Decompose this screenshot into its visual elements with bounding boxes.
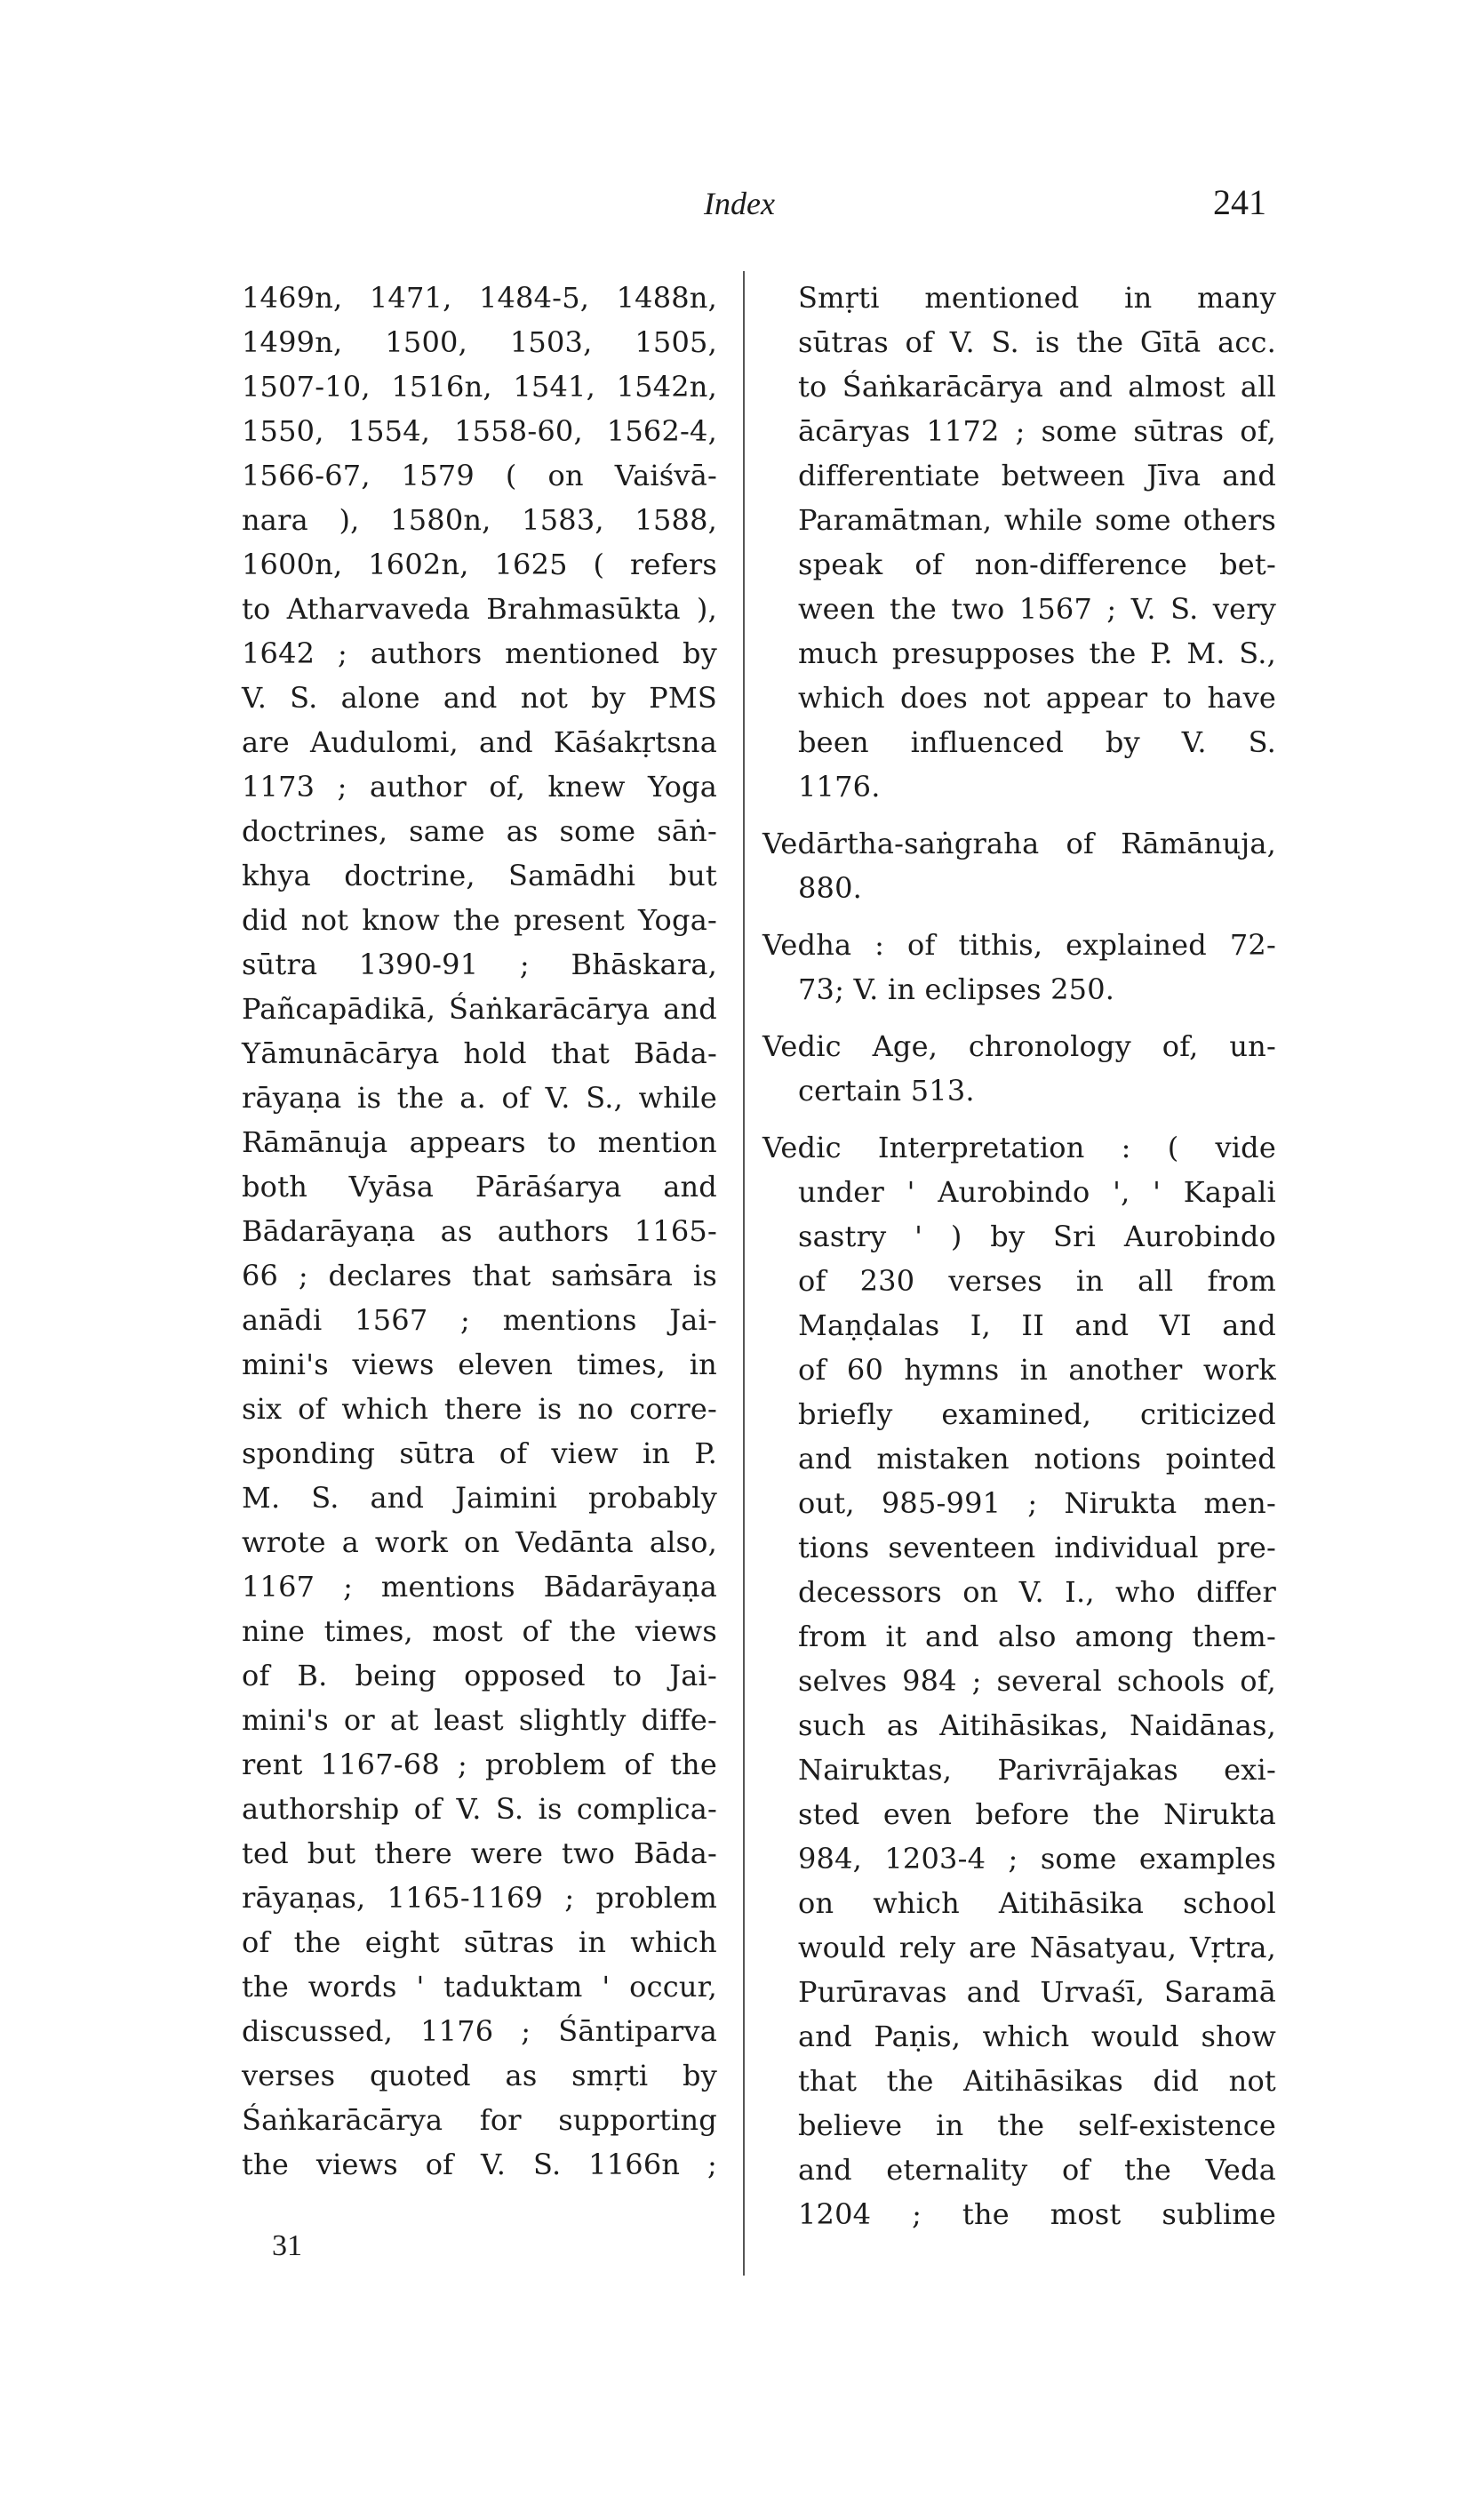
index-line: to Atharvaveda Brahmasūkta ), — [242, 592, 717, 626]
index-line: ācāryas 1172 ; some sūtras of, — [798, 414, 1276, 448]
index-line: that the Aitihāsikas did not — [798, 2064, 1276, 2098]
index-line: under ' Aurobindo ', ' Kapali — [798, 1175, 1276, 1209]
index-line: rāyaṇas, 1165-1169 ; problem — [242, 1881, 717, 1915]
index-headword-line: Vedic Age, chronology of, un- — [762, 1029, 1276, 1063]
index-line: selves 984 ; several schools of, — [798, 1664, 1276, 1698]
index-line: 984, 1203-4 ; some examples — [798, 1842, 1276, 1876]
index-line: such as Aitihāsikas, Naidānas, — [798, 1708, 1276, 1742]
index-line: 1469n, 1471, 1484-5, 1488n, — [242, 281, 717, 315]
index-line: of 230 verses in all from — [798, 1264, 1276, 1298]
index-line: been influenced by V. S. — [798, 725, 1276, 759]
index-headword-line: Vedha : of tithis, explained 72- — [762, 928, 1276, 962]
index-line: ted but there were two Bāda- — [242, 1836, 717, 1870]
index-line: Bādarāyaṇa as authors 1165- — [242, 1214, 717, 1248]
index-line: 1642 ; authors mentioned by — [242, 636, 717, 670]
index-line: speak of non-difference bet- — [798, 548, 1276, 581]
index-line: sastry ' ) by Sri Aurobindo — [798, 1220, 1276, 1253]
index-line: 73; V. in eclipses 250. — [798, 972, 1115, 1006]
index-line: 1507-10, 1516n, 1541, 1542n, — [242, 370, 717, 404]
index-line: 1550, 1554, 1558-60, 1562-4, — [242, 414, 717, 448]
index-entry — [762, 923, 1276, 1012]
page-number: 241 — [1213, 182, 1266, 222]
index-line: rent 1167-68 ; problem of the — [242, 1748, 717, 1781]
index-headword-line: Vedārtha-saṅgraha of Rāmānuja, — [762, 827, 1276, 860]
index-line: Nairuktas, Parivrājakas exi- — [798, 1753, 1276, 1787]
index-line: the words ' taduktam ' occur, — [242, 1970, 717, 2004]
index-line: 880. — [798, 871, 863, 905]
index-line: from it and also among them- — [798, 1620, 1276, 1653]
index-line: Smṛti mentioned in many — [798, 281, 1276, 315]
index-line: M. S. and Jaimini probably — [242, 1481, 717, 1515]
index-entry — [762, 1024, 1276, 1113]
left-column — [242, 276, 717, 2187]
index-line: six of which there is no corre- — [242, 1392, 717, 1426]
index-line: Paramātman, while some others — [798, 503, 1276, 537]
index-line: differentiate between Jīva and — [798, 459, 1276, 492]
index-line: believe in the self-existence — [798, 2108, 1276, 2142]
index-line: 1600n, 1602n, 1625 ( refers — [242, 548, 717, 581]
index-line: sūtra 1390-91 ; Bhāskara, — [242, 948, 717, 981]
index-line: Rāmānuja appears to mention — [242, 1125, 717, 1159]
index-line: Yāmunācārya hold that Bāda- — [242, 1036, 717, 1070]
index-line: Śaṅkarācārya for supporting — [242, 2103, 717, 2137]
index-line: and mistaken notions pointed — [798, 1442, 1276, 1476]
index-line: would rely are Nāsatyau, Vṛtra, — [798, 1931, 1276, 1964]
index-line: much presupposes the P. M. S., — [798, 636, 1276, 670]
index-line: 1173 ; author of, knew Yoga — [242, 770, 717, 804]
page-header — [0, 182, 1469, 238]
index-line: 1167 ; mentions Bādarāyaṇa — [242, 1570, 717, 1604]
index-line: certain 513. — [798, 1074, 975, 1108]
index-line: Maṇḍalas I, II and VI and — [798, 1308, 1276, 1342]
index-line: mini's views eleven times, in — [242, 1348, 717, 1381]
index-entry — [762, 821, 1276, 910]
index-line: Purūravas and Urvaśī, Saramā — [798, 1975, 1276, 2009]
index-line: the views of V. S. 1166n ; — [242, 2148, 717, 2181]
index-line: rāyaṇa is the a. of V. S., while — [242, 1081, 717, 1115]
index-line: of the eight sūtras in which — [242, 1925, 717, 1959]
index-line: sponding sūtra of view in P. — [242, 1436, 717, 1470]
index-line: out, 985-991 ; Nirukta men- — [798, 1486, 1276, 1520]
index-line: of 60 hymns in another work — [798, 1353, 1276, 1387]
index-line: 1204 ; the most sublime — [798, 2197, 1276, 2231]
index-line: Pañcapādikā, Śaṅkarācārya and — [242, 992, 717, 1026]
index-line: nara ), 1580n, 1583, 1588, — [242, 503, 717, 537]
index-line: both Vyāsa Pārāśarya and — [242, 1170, 717, 1204]
index-line: nine times, most of the views — [242, 1614, 717, 1648]
column-divider — [743, 271, 745, 2276]
index-line: anādi 1567 ; mentions Jai- — [242, 1303, 717, 1337]
index-line: authorship of V. S. is complica- — [242, 1792, 717, 1826]
index-line: khya doctrine, Samādhi but — [242, 859, 717, 892]
folio-mark: 31 — [272, 2229, 302, 2262]
index-line: 1499n, 1500, 1503, 1505, — [242, 325, 717, 359]
index-line: wrote a work on Vedānta also, — [242, 1525, 717, 1559]
index-line: tions seventeen individual pre- — [798, 1531, 1276, 1564]
index-line: sted even before the Nirukta — [798, 1797, 1276, 1831]
running-head: Index — [704, 186, 775, 221]
index-entry-continuation — [762, 276, 1276, 809]
index-line: mini's or at least slightly diffe- — [242, 1703, 717, 1737]
index-line: did not know the present Yoga- — [242, 903, 717, 937]
index-line: and Paṇis, which would show — [798, 2020, 1276, 2053]
index-line: briefly examined, criticized — [798, 1397, 1276, 1431]
right-column — [762, 276, 1276, 2249]
index-line: which does not appear to have — [798, 681, 1276, 715]
index-headword-line: Vedic Interpretation : ( vide — [762, 1131, 1276, 1164]
index-entry — [762, 1125, 1276, 2236]
index-line: doctrines, same as some sāṅ- — [242, 814, 717, 848]
index-line: decessors on V. I., who differ — [798, 1575, 1276, 1609]
index-line: and eternality of the Veda — [798, 2153, 1276, 2187]
index-line: 1566-67, 1579 ( on Vaiśvā- — [242, 459, 717, 492]
index-line: on which Aitihāsika school — [798, 1886, 1276, 1920]
index-line: 66 ; declares that saṁsāra is — [242, 1259, 717, 1292]
index-line: sūtras of V. S. is the Gītā acc. — [798, 325, 1276, 359]
index-line: discussed, 1176 ; Śāntiparva — [242, 2014, 717, 2048]
index-line: verses quoted as smṛti by — [242, 2059, 717, 2092]
index-line: are Audulomi, and Kāśakṛtsna — [242, 725, 717, 759]
index-line: of B. being opposed to Jai- — [242, 1659, 717, 1692]
index-line: V. S. alone and not by PMS — [242, 681, 717, 715]
index-line: to Śaṅkarācārya and almost all — [798, 370, 1276, 404]
index-line: 1176. — [798, 770, 881, 804]
index-line: ween the two 1567 ; V. S. very — [798, 592, 1276, 626]
